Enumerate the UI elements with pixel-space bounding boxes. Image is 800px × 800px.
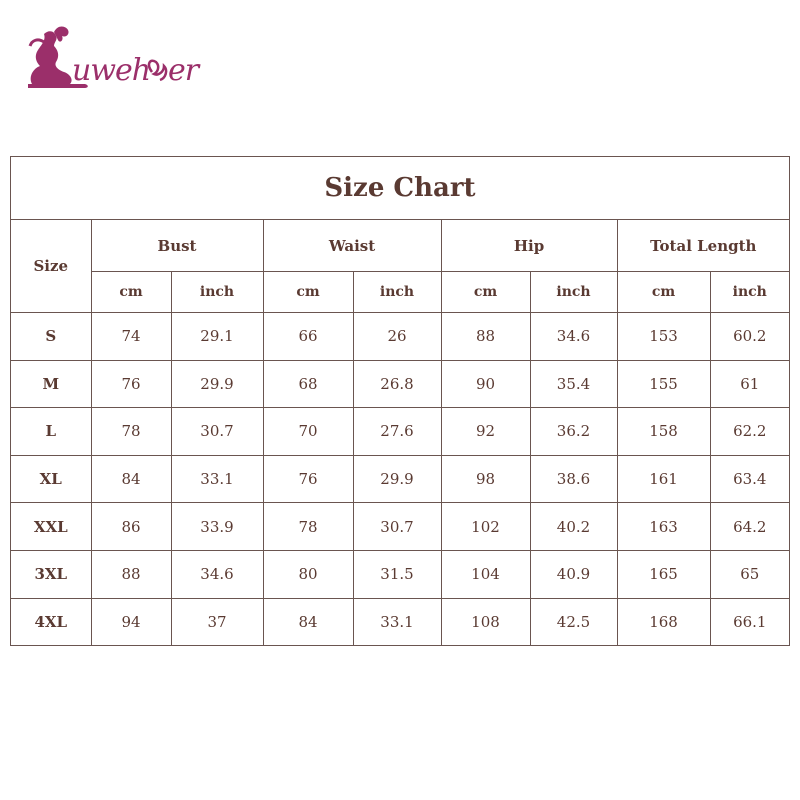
measurement-cell: 108 — [441, 598, 530, 645]
measurement-cell: 30.7 — [171, 408, 263, 456]
size-table — [11, 220, 789, 645]
measurement-cell: 40.9 — [530, 550, 617, 598]
unit-header: inch — [530, 272, 617, 313]
measurement-cell: 31.5 — [353, 550, 441, 598]
measurement-cell: 84 — [91, 455, 171, 503]
measurement-cell: 92 — [441, 408, 530, 456]
size-label: 3XL — [11, 550, 91, 598]
table-row — [11, 360, 789, 408]
group-header-hip: Hip — [441, 220, 617, 272]
measurement-cell: 62.2 — [710, 408, 789, 456]
measurement-cell: 65 — [710, 550, 789, 598]
measurement-cell: 40.2 — [530, 503, 617, 551]
chart-title: Size Chart — [11, 157, 789, 220]
measurement-cell: 26.8 — [353, 360, 441, 408]
size-label: L — [11, 408, 91, 456]
size-label: M — [11, 360, 91, 408]
measurement-cell: 168 — [617, 598, 710, 645]
brand-logo — [24, 22, 209, 92]
size-rows — [11, 313, 789, 646]
measurement-cell: 33.9 — [171, 503, 263, 551]
measurement-cell: 98 — [441, 455, 530, 503]
brand-logo-graphic — [24, 22, 209, 92]
measurement-cell: 88 — [441, 313, 530, 361]
measurement-cell: 90 — [441, 360, 530, 408]
table-row — [11, 503, 789, 551]
header-row-groups — [11, 220, 789, 272]
measurement-cell: 38.6 — [530, 455, 617, 503]
measurement-cell: 60.2 — [710, 313, 789, 361]
group-header-waist: Waist — [263, 220, 441, 272]
measurement-cell: 68 — [263, 360, 353, 408]
table-row — [11, 455, 789, 503]
measurement-cell: 29.1 — [171, 313, 263, 361]
table-row — [11, 550, 789, 598]
table-row — [11, 598, 789, 645]
measurement-cell: 61 — [710, 360, 789, 408]
measurement-cell: 70 — [263, 408, 353, 456]
unit-header: cm — [617, 272, 710, 313]
measurement-cell: 165 — [617, 550, 710, 598]
group-header-total-length: Total Length — [617, 220, 789, 272]
measurement-cell: 88 — [91, 550, 171, 598]
measurement-cell: 34.6 — [171, 550, 263, 598]
size-label: XL — [11, 455, 91, 503]
measurement-cell: 104 — [441, 550, 530, 598]
measurement-cell: 64.2 — [710, 503, 789, 551]
measurement-cell: 42.5 — [530, 598, 617, 645]
svg-text:er: er — [168, 53, 199, 88]
measurement-cell: 163 — [617, 503, 710, 551]
unit-header: cm — [263, 272, 353, 313]
size-header: Size — [11, 220, 91, 313]
measurement-cell: 76 — [263, 455, 353, 503]
measurement-cell: 37 — [171, 598, 263, 645]
measurement-cell: 35.4 — [530, 360, 617, 408]
size-label: S — [11, 313, 91, 361]
measurement-cell: 36.2 — [530, 408, 617, 456]
unit-header: inch — [710, 272, 789, 313]
table-row — [11, 408, 789, 456]
unit-header: inch — [171, 272, 263, 313]
header-row-units — [11, 272, 789, 313]
unit-header: cm — [441, 272, 530, 313]
measurement-cell: 74 — [91, 313, 171, 361]
group-header-bust: Bust — [91, 220, 263, 272]
measurement-cell: 80 — [263, 550, 353, 598]
measurement-cell: 102 — [441, 503, 530, 551]
measurement-cell: 29.9 — [353, 455, 441, 503]
measurement-cell: 94 — [91, 598, 171, 645]
measurement-cell: 78 — [91, 408, 171, 456]
measurement-cell: 29.9 — [171, 360, 263, 408]
measurement-cell: 33.1 — [171, 455, 263, 503]
measurement-cell: 30.7 — [353, 503, 441, 551]
unit-header: cm — [91, 272, 171, 313]
unit-header: inch — [353, 272, 441, 313]
size-label: XXL — [11, 503, 91, 551]
measurement-cell: 66 — [263, 313, 353, 361]
measurement-cell: 78 — [263, 503, 353, 551]
size-label: 4XL — [11, 598, 91, 645]
measurement-cell: 66.1 — [710, 598, 789, 645]
measurement-cell: 76 — [91, 360, 171, 408]
measurement-cell: 27.6 — [353, 408, 441, 456]
table-row — [11, 313, 789, 361]
measurement-cell: 34.6 — [530, 313, 617, 361]
measurement-cell: 63.4 — [710, 455, 789, 503]
measurement-cell: 153 — [617, 313, 710, 361]
measurement-cell: 158 — [617, 408, 710, 456]
measurement-cell: 26 — [353, 313, 441, 361]
svg-text:uweh: uweh — [72, 53, 151, 88]
measurement-cell: 84 — [263, 598, 353, 645]
measurement-cell: 155 — [617, 360, 710, 408]
measurement-cell: 33.1 — [353, 598, 441, 645]
measurement-cell: 86 — [91, 503, 171, 551]
size-chart — [10, 156, 790, 646]
measurement-cell: 161 — [617, 455, 710, 503]
